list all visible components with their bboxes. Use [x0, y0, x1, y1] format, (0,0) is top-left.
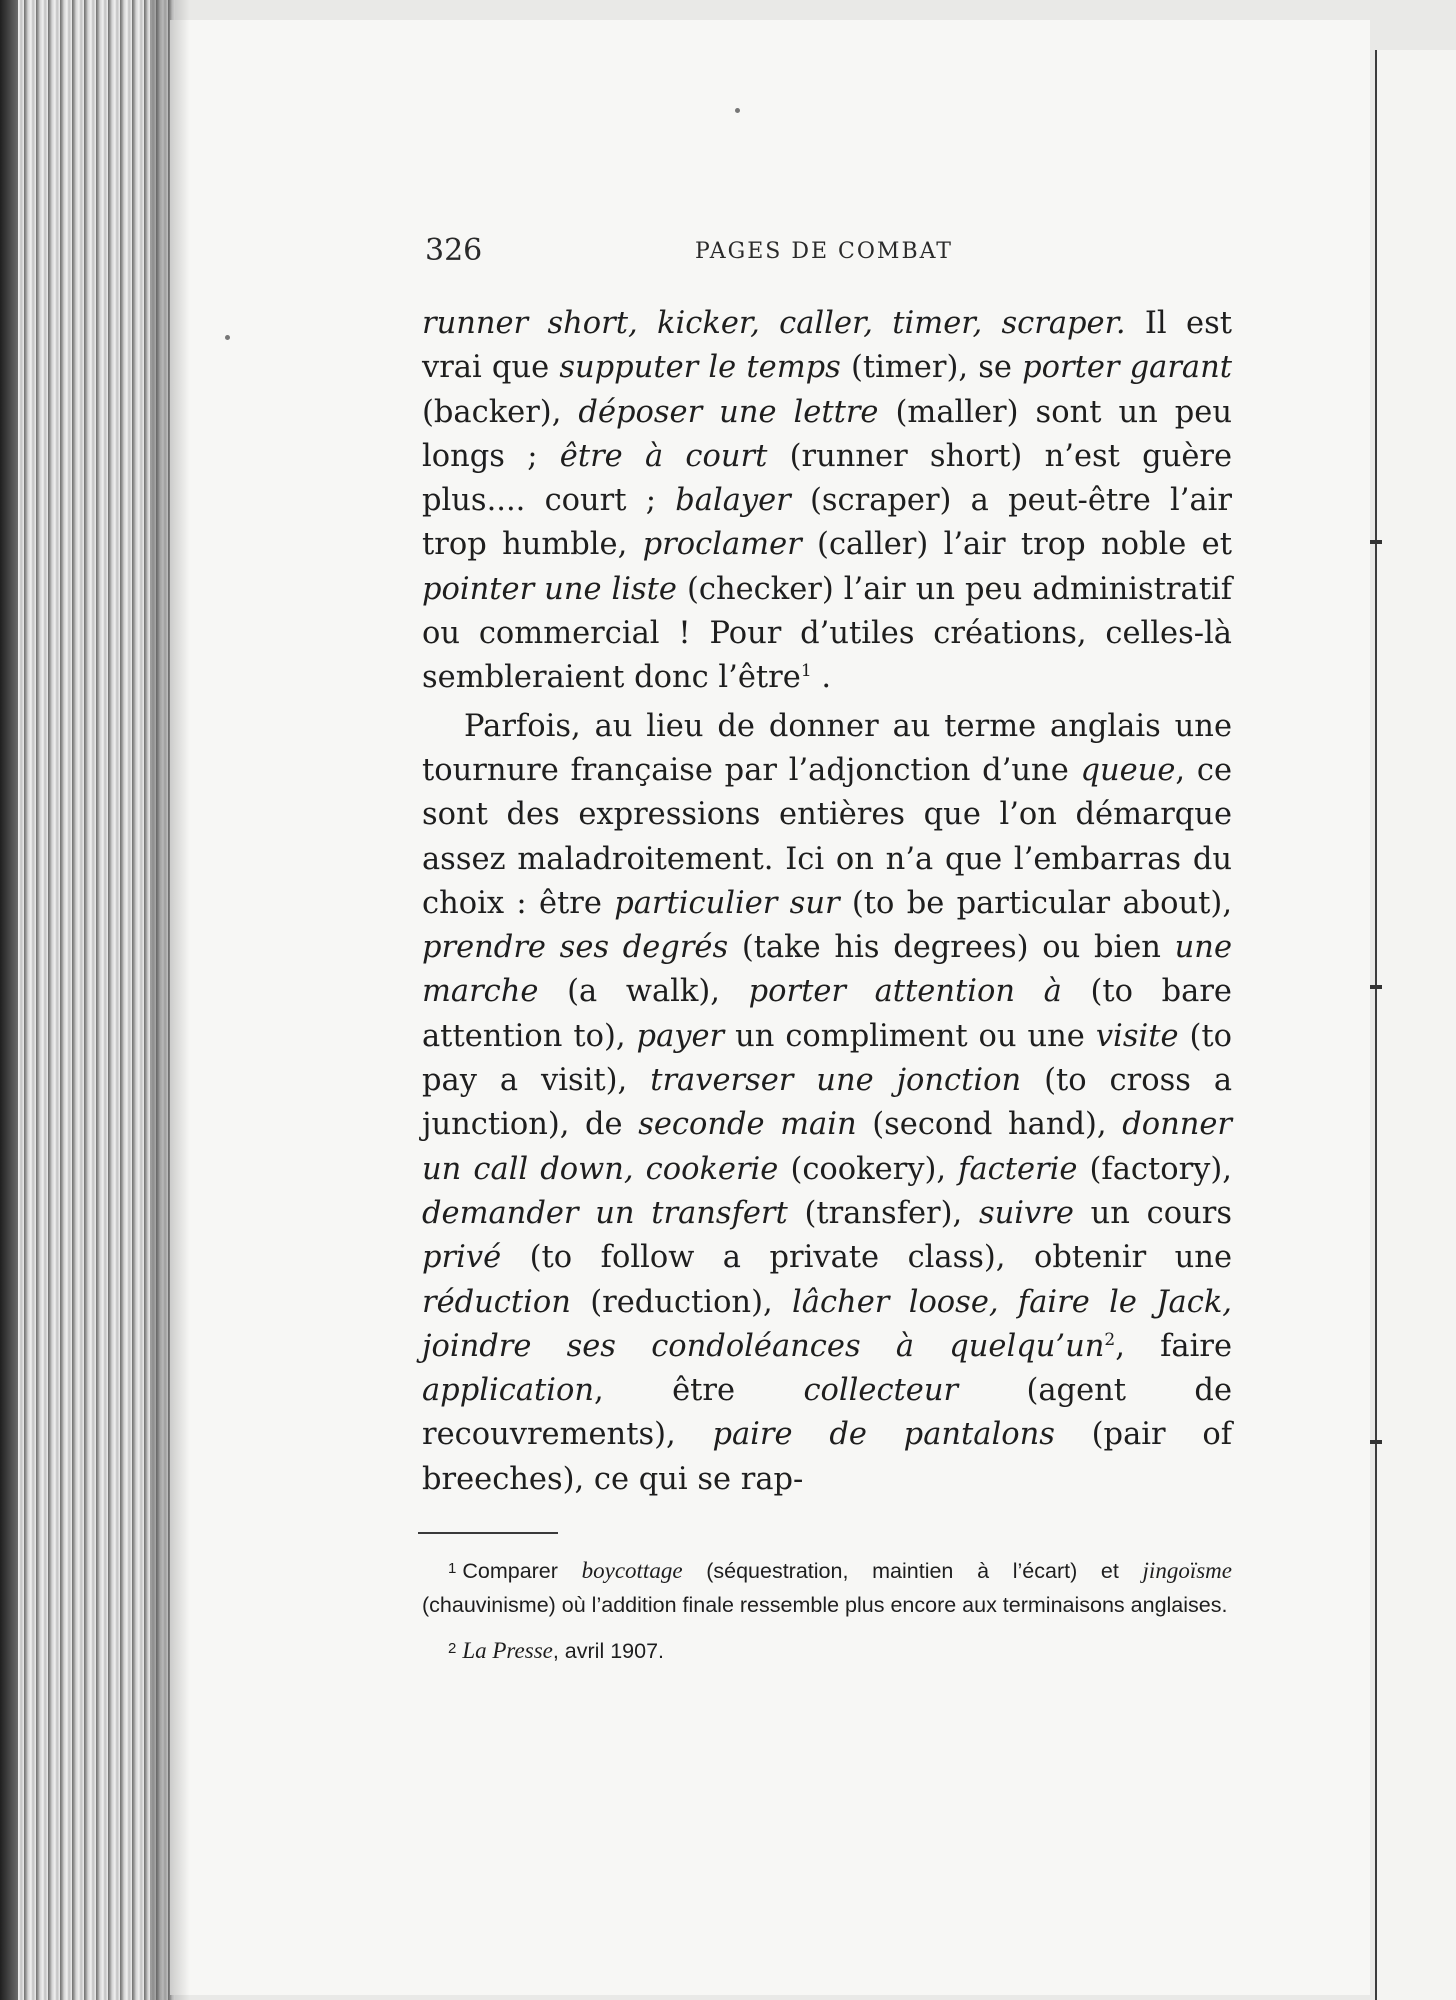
text-run: (factory), [1077, 1151, 1232, 1187]
page-edge-mark [1370, 1440, 1382, 1444]
italic-phrase: jingoïsme [1142, 1558, 1232, 1583]
italic-phrase: boycottage [581, 1558, 683, 1583]
italic-phrase: proclamer [642, 527, 802, 563]
page-number: 326 [425, 233, 483, 268]
italic-phrase: supputer le temps [559, 350, 841, 386]
facing-page-edge [1375, 50, 1456, 2000]
italic-phrase: privé [422, 1240, 502, 1276]
text-run: (runner short) n’est guère plus.... court ; [422, 438, 1233, 519]
text-run: (to bare attention to), [422, 974, 1232, 1054]
text-run: un cours [1073, 1195, 1232, 1231]
italic-phrase: particulier sur [614, 885, 840, 921]
italic-phrase: visite [1095, 1018, 1179, 1054]
italic-phrase: collecteur [803, 1373, 959, 1409]
book-page-edges [0, 0, 175, 2000]
text-run: (a walk), [538, 974, 749, 1010]
italic-phrase: balayer [675, 483, 791, 519]
footnote-2-text [462, 1639, 664, 1663]
text-run: (backer), [422, 394, 579, 430]
italic-phrase: pointer une liste [422, 571, 677, 607]
footnote-1-mark: 1 [448, 1560, 457, 1577]
footnote-1 [422, 1552, 1232, 1622]
footnote-1-text [422, 1559, 1232, 1617]
text-run: (cookery), [778, 1151, 959, 1187]
italic-phrase: La Presse [462, 1638, 553, 1663]
text-run: (reduction), [570, 1284, 793, 1320]
speck [735, 108, 740, 113]
italic-phrase: être à court [559, 438, 768, 474]
text-run: (pair of breeches), ce qui se rap- [422, 1417, 1233, 1497]
text-run: (chauvinisme) où l’addition finale ressemble plus encore aux terminaisons anglaises. [422, 1593, 1228, 1617]
text-run: , faire [1115, 1328, 1232, 1364]
italic-phrase: donner un call down, cookerie [422, 1107, 1233, 1187]
text-run: (scraper) a peut-être l’air trop humble, [422, 483, 1232, 563]
italic-phrase: une marche [422, 930, 1232, 1010]
book-spine-shadow [0, 0, 18, 2000]
italic-phrase: paire de pantalons [712, 1417, 1055, 1453]
page-edge-mark [1370, 540, 1382, 544]
italic-phrase: application [422, 1373, 595, 1409]
text-run: (checker) l’air un peu administratif ou commercial ! Pour d’utiles créations, celles-là sembleraient donc l’être [422, 571, 1232, 696]
italic-phrase: queue [1080, 752, 1176, 788]
text-run: un compliment ou une [724, 1018, 1096, 1054]
text-run: , être [594, 1373, 804, 1409]
text-run: (to follow a private class), obtenir une [501, 1240, 1232, 1276]
italic-phrase: déposer une lettre [578, 394, 879, 430]
italic-phrase: porter attention à [748, 974, 1062, 1010]
footnote-ref: 2 [1104, 1329, 1116, 1350]
text-run: (agent de recouvrements), [422, 1373, 1232, 1453]
text-run: (transfer), [787, 1195, 979, 1231]
body-text [422, 302, 1232, 1502]
speck [225, 335, 230, 340]
italic-phrase: runner short, kicker, caller, timer, scraper. [422, 306, 1126, 341]
italic-phrase: porter garant [1022, 350, 1233, 386]
text-run: (timer), se [840, 350, 1023, 386]
text-run: , avril 1907. [552, 1639, 665, 1663]
italic-phrase: réduction [422, 1284, 571, 1320]
text-run: (maller) sont un peu longs ; [422, 394, 1233, 474]
italic-phrase: facterie [958, 1151, 1078, 1187]
text-run: Parfois, au lieu de donner au terme anglais une tournure française par l’adjonction d’une [422, 708, 1232, 788]
footnotes [422, 1552, 1232, 1668]
text-run: (to be particular about), [839, 885, 1233, 921]
text-run: Il est vrai que [422, 306, 1232, 386]
text-run: Comparer [462, 1559, 582, 1583]
running-title: PAGES DE COMBAT [695, 239, 953, 264]
text-run: (to pay a visit), [422, 1018, 1233, 1099]
footnote-rule [418, 1532, 558, 1534]
italic-phrase: payer [636, 1018, 725, 1054]
footnote-2 [422, 1632, 1232, 1668]
text-run: (séquestration, maintien à l’écart) et [682, 1559, 1143, 1583]
italic-phrase: seconde main [638, 1107, 857, 1143]
footnote-2-mark: 2 [448, 1640, 457, 1657]
running-head [425, 233, 1235, 273]
italic-phrase: traverser une jonction [650, 1063, 1022, 1099]
text-run: , ce sont des expressions entières que l’on démarque assez maladroitement. Ici on n’a que l’embarras du choix : être [422, 752, 1232, 921]
text-run: (to cross a junction), de [422, 1063, 1233, 1143]
footnote-ref: 1 [800, 661, 812, 682]
text-run: (caller) l’air trop noble et [801, 527, 1232, 563]
paragraph-1 [422, 302, 1232, 701]
italic-phrase: lâcher loose, faire le Jack, joindre ses condoléances à quelqu’un [422, 1284, 1232, 1364]
italic-phrase: prendre ses degrés [422, 930, 729, 966]
gutter-shadow [150, 0, 190, 2000]
text-run: (second hand), [856, 1107, 1123, 1143]
paragraph-2 [422, 705, 1232, 1502]
text-run: . [811, 660, 832, 696]
text-run: (take his degrees) ou bien [728, 930, 1175, 966]
italic-phrase: demander un transfert [422, 1195, 788, 1231]
page-edge-mark [1370, 985, 1382, 989]
italic-phrase: suivre [978, 1195, 1074, 1231]
